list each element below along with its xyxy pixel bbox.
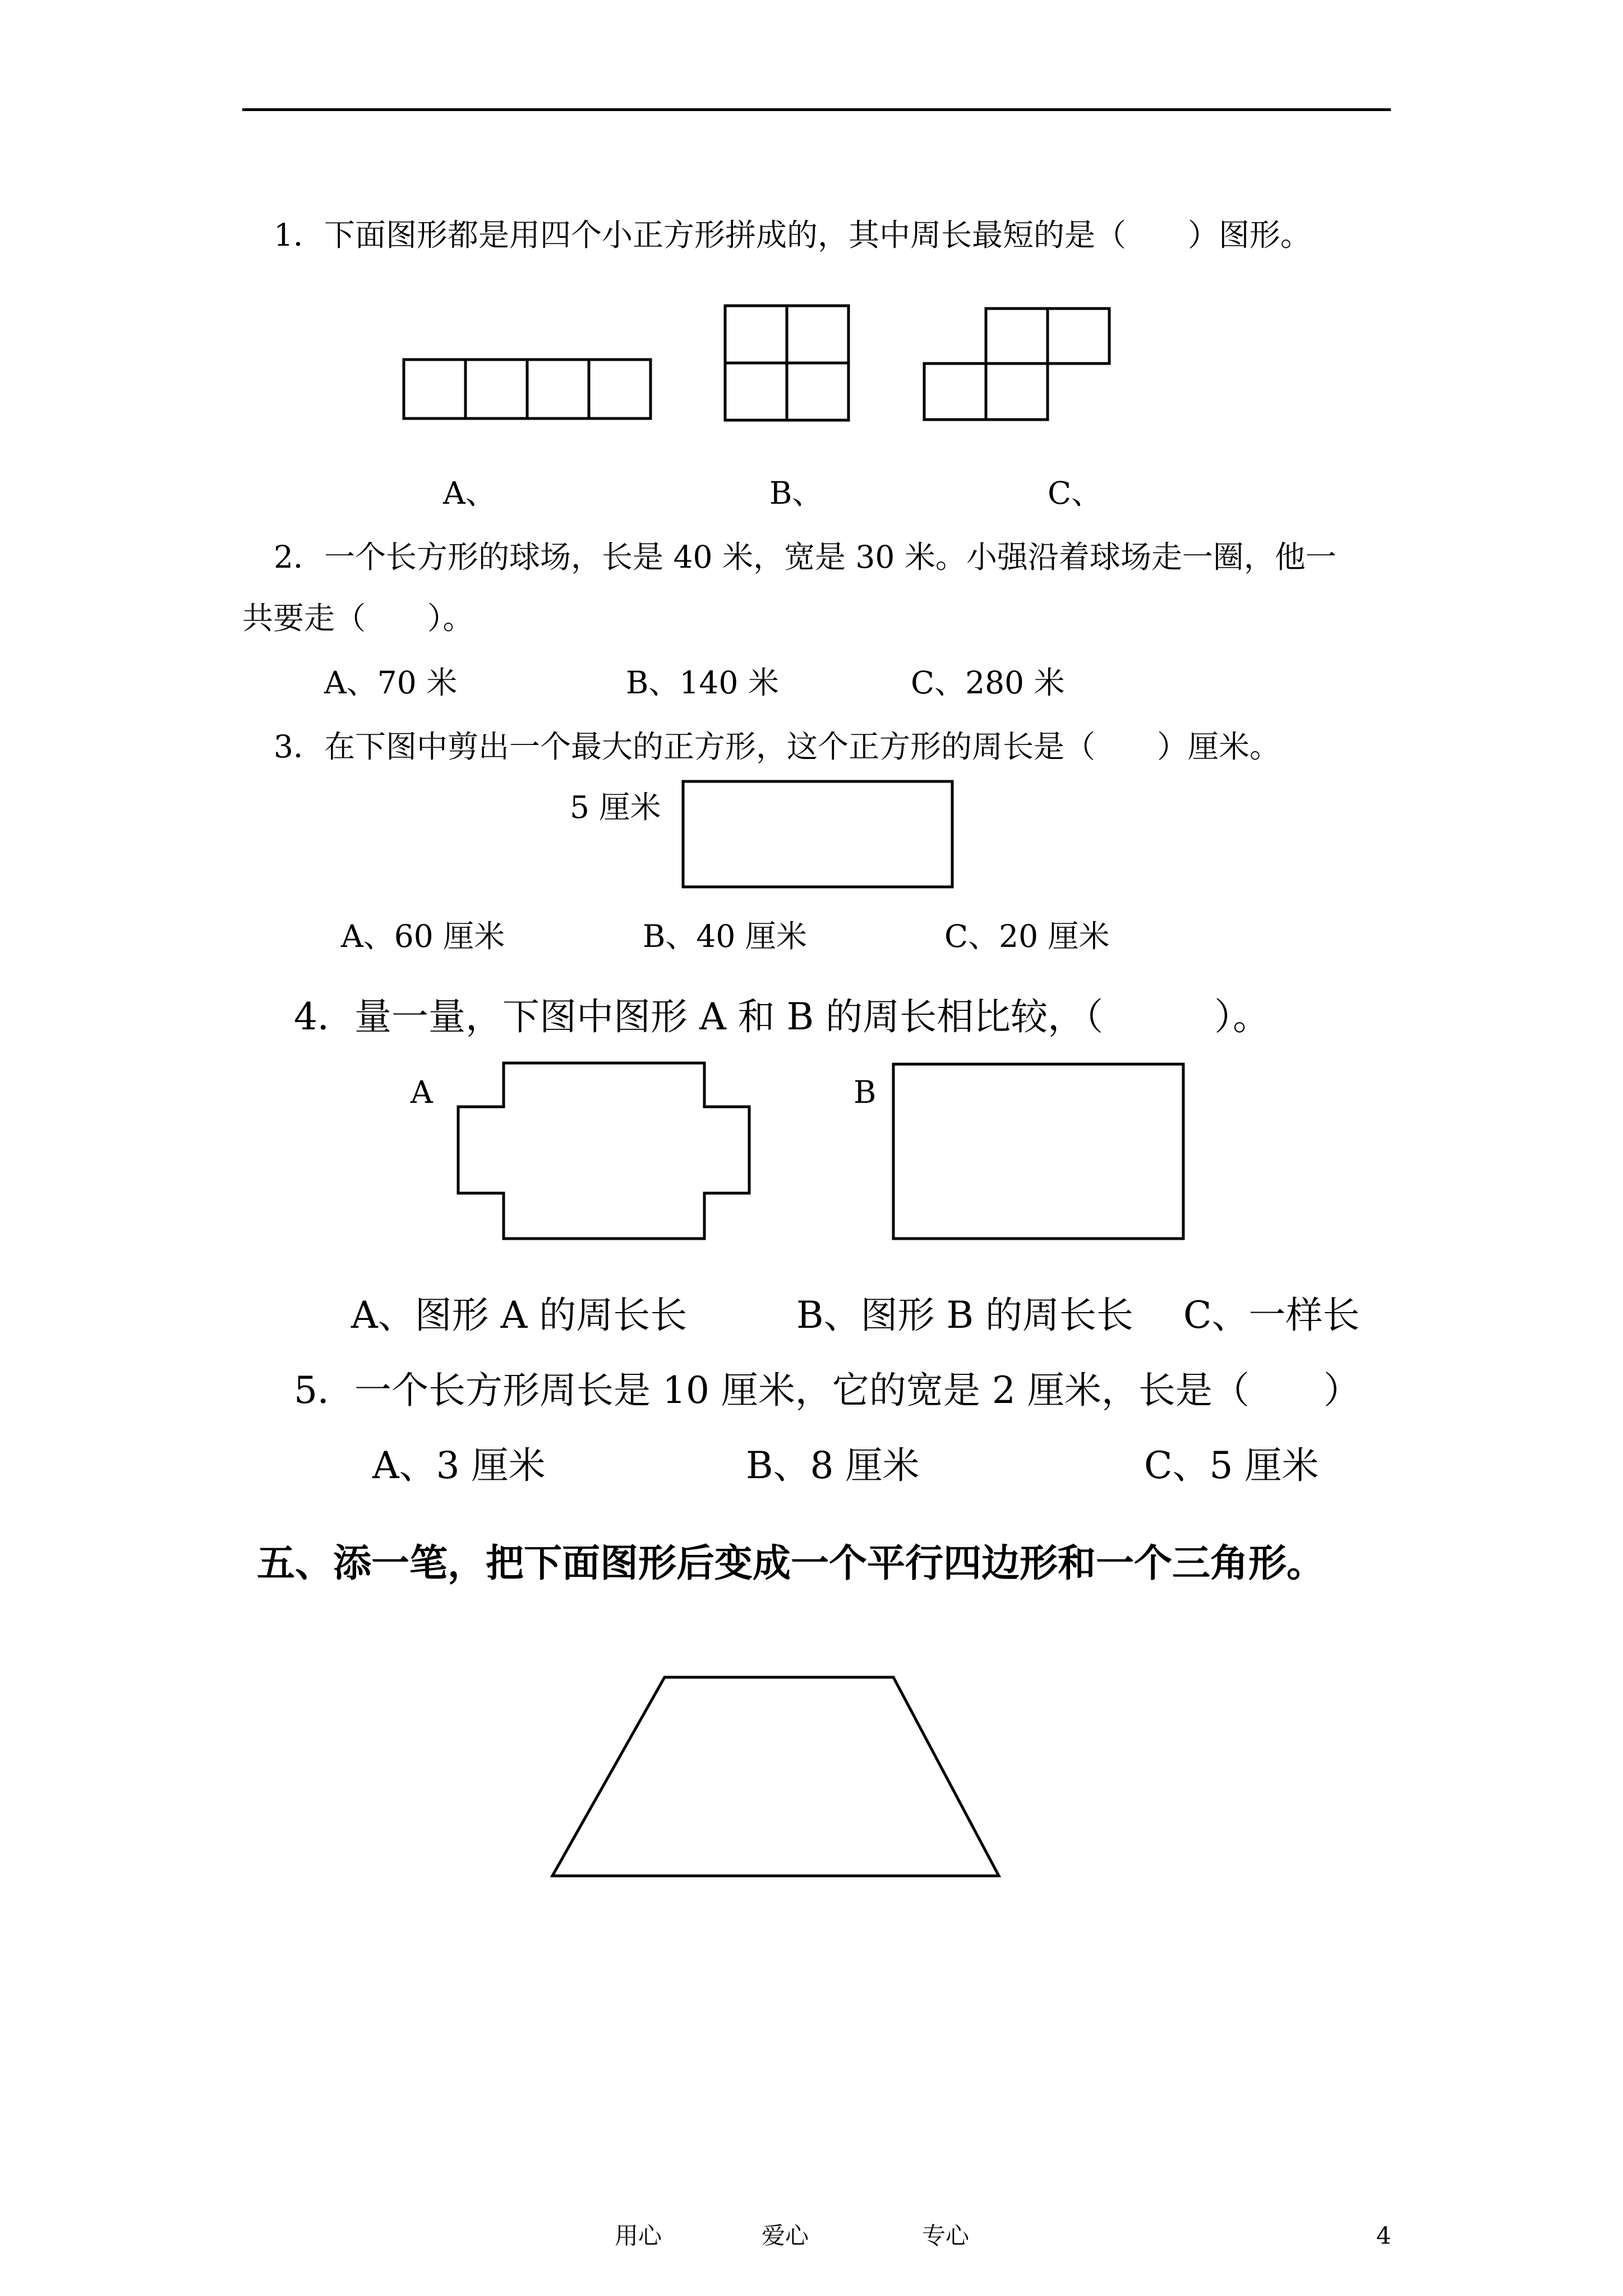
q1-option-a: A、 xyxy=(443,475,496,511)
q3-option-c: C、20 厘米 xyxy=(944,918,1110,954)
q2-option-a: A、70 米 xyxy=(324,665,458,701)
q4-option-b: B、图形 B 的周长长 xyxy=(796,1294,1133,1337)
q4-option-c: C、一样长 xyxy=(1183,1294,1360,1337)
question-5-text: 5．一个长方形周长是 10 厘米，它的宽是 2 厘米，长是（ ） xyxy=(294,1369,1361,1412)
section-5-title: 五、添一笔，把下面图形后变成一个平行四边形和一个三角形。 xyxy=(257,1542,1325,1586)
footer-item-aixin: 爱心 xyxy=(762,2222,809,2249)
footer-item-zhuanxin: 专心 xyxy=(922,2222,970,2249)
q4-option-a: A、图形 A 的周长长 xyxy=(351,1294,688,1337)
q3-option-a: A、60 厘米 xyxy=(341,918,505,954)
question-4-text: 4．量一量，下图中图形 A 和 B 的周长相比较，（ ）。 xyxy=(294,995,1270,1038)
trapezoid xyxy=(552,1677,999,1876)
footer-item-yongxin: 用心 xyxy=(615,2222,662,2249)
q2-option-b: B、140 米 xyxy=(626,665,779,701)
q5-option-a: A、3 厘米 xyxy=(372,1444,546,1487)
q2-option-c: C、280 米 xyxy=(911,665,1065,701)
q3-figure-label: 5 厘米 xyxy=(570,789,661,825)
q4-label-b: B xyxy=(854,1074,877,1110)
q1-option-b: B、 xyxy=(769,475,823,511)
question-1-text: 1．下面图形都是用四个小正方形拼成的，其中周长最短的是（ ）图形。 xyxy=(274,217,1311,253)
q5-option-c: C、5 厘米 xyxy=(1144,1444,1319,1487)
question-2-line-1: 2．一个长方形的球场，长是 40 米，宽是 30 米。小强沿着球场走一圈，他一 xyxy=(274,539,1336,575)
q1-option-c: C、 xyxy=(1048,475,1103,511)
page-number: 4 xyxy=(1376,2222,1391,2249)
q4-label-a: A xyxy=(411,1074,433,1110)
q3-option-b: B、40 厘米 xyxy=(643,918,807,954)
question-2-line-2: 共要走（ ）。 xyxy=(242,600,474,636)
q5-option-b: B、8 厘米 xyxy=(746,1444,920,1487)
question-3-text: 3．在下图中剪出一个最大的正方形，这个正方形的周长是（ ）厘米。 xyxy=(274,729,1280,765)
